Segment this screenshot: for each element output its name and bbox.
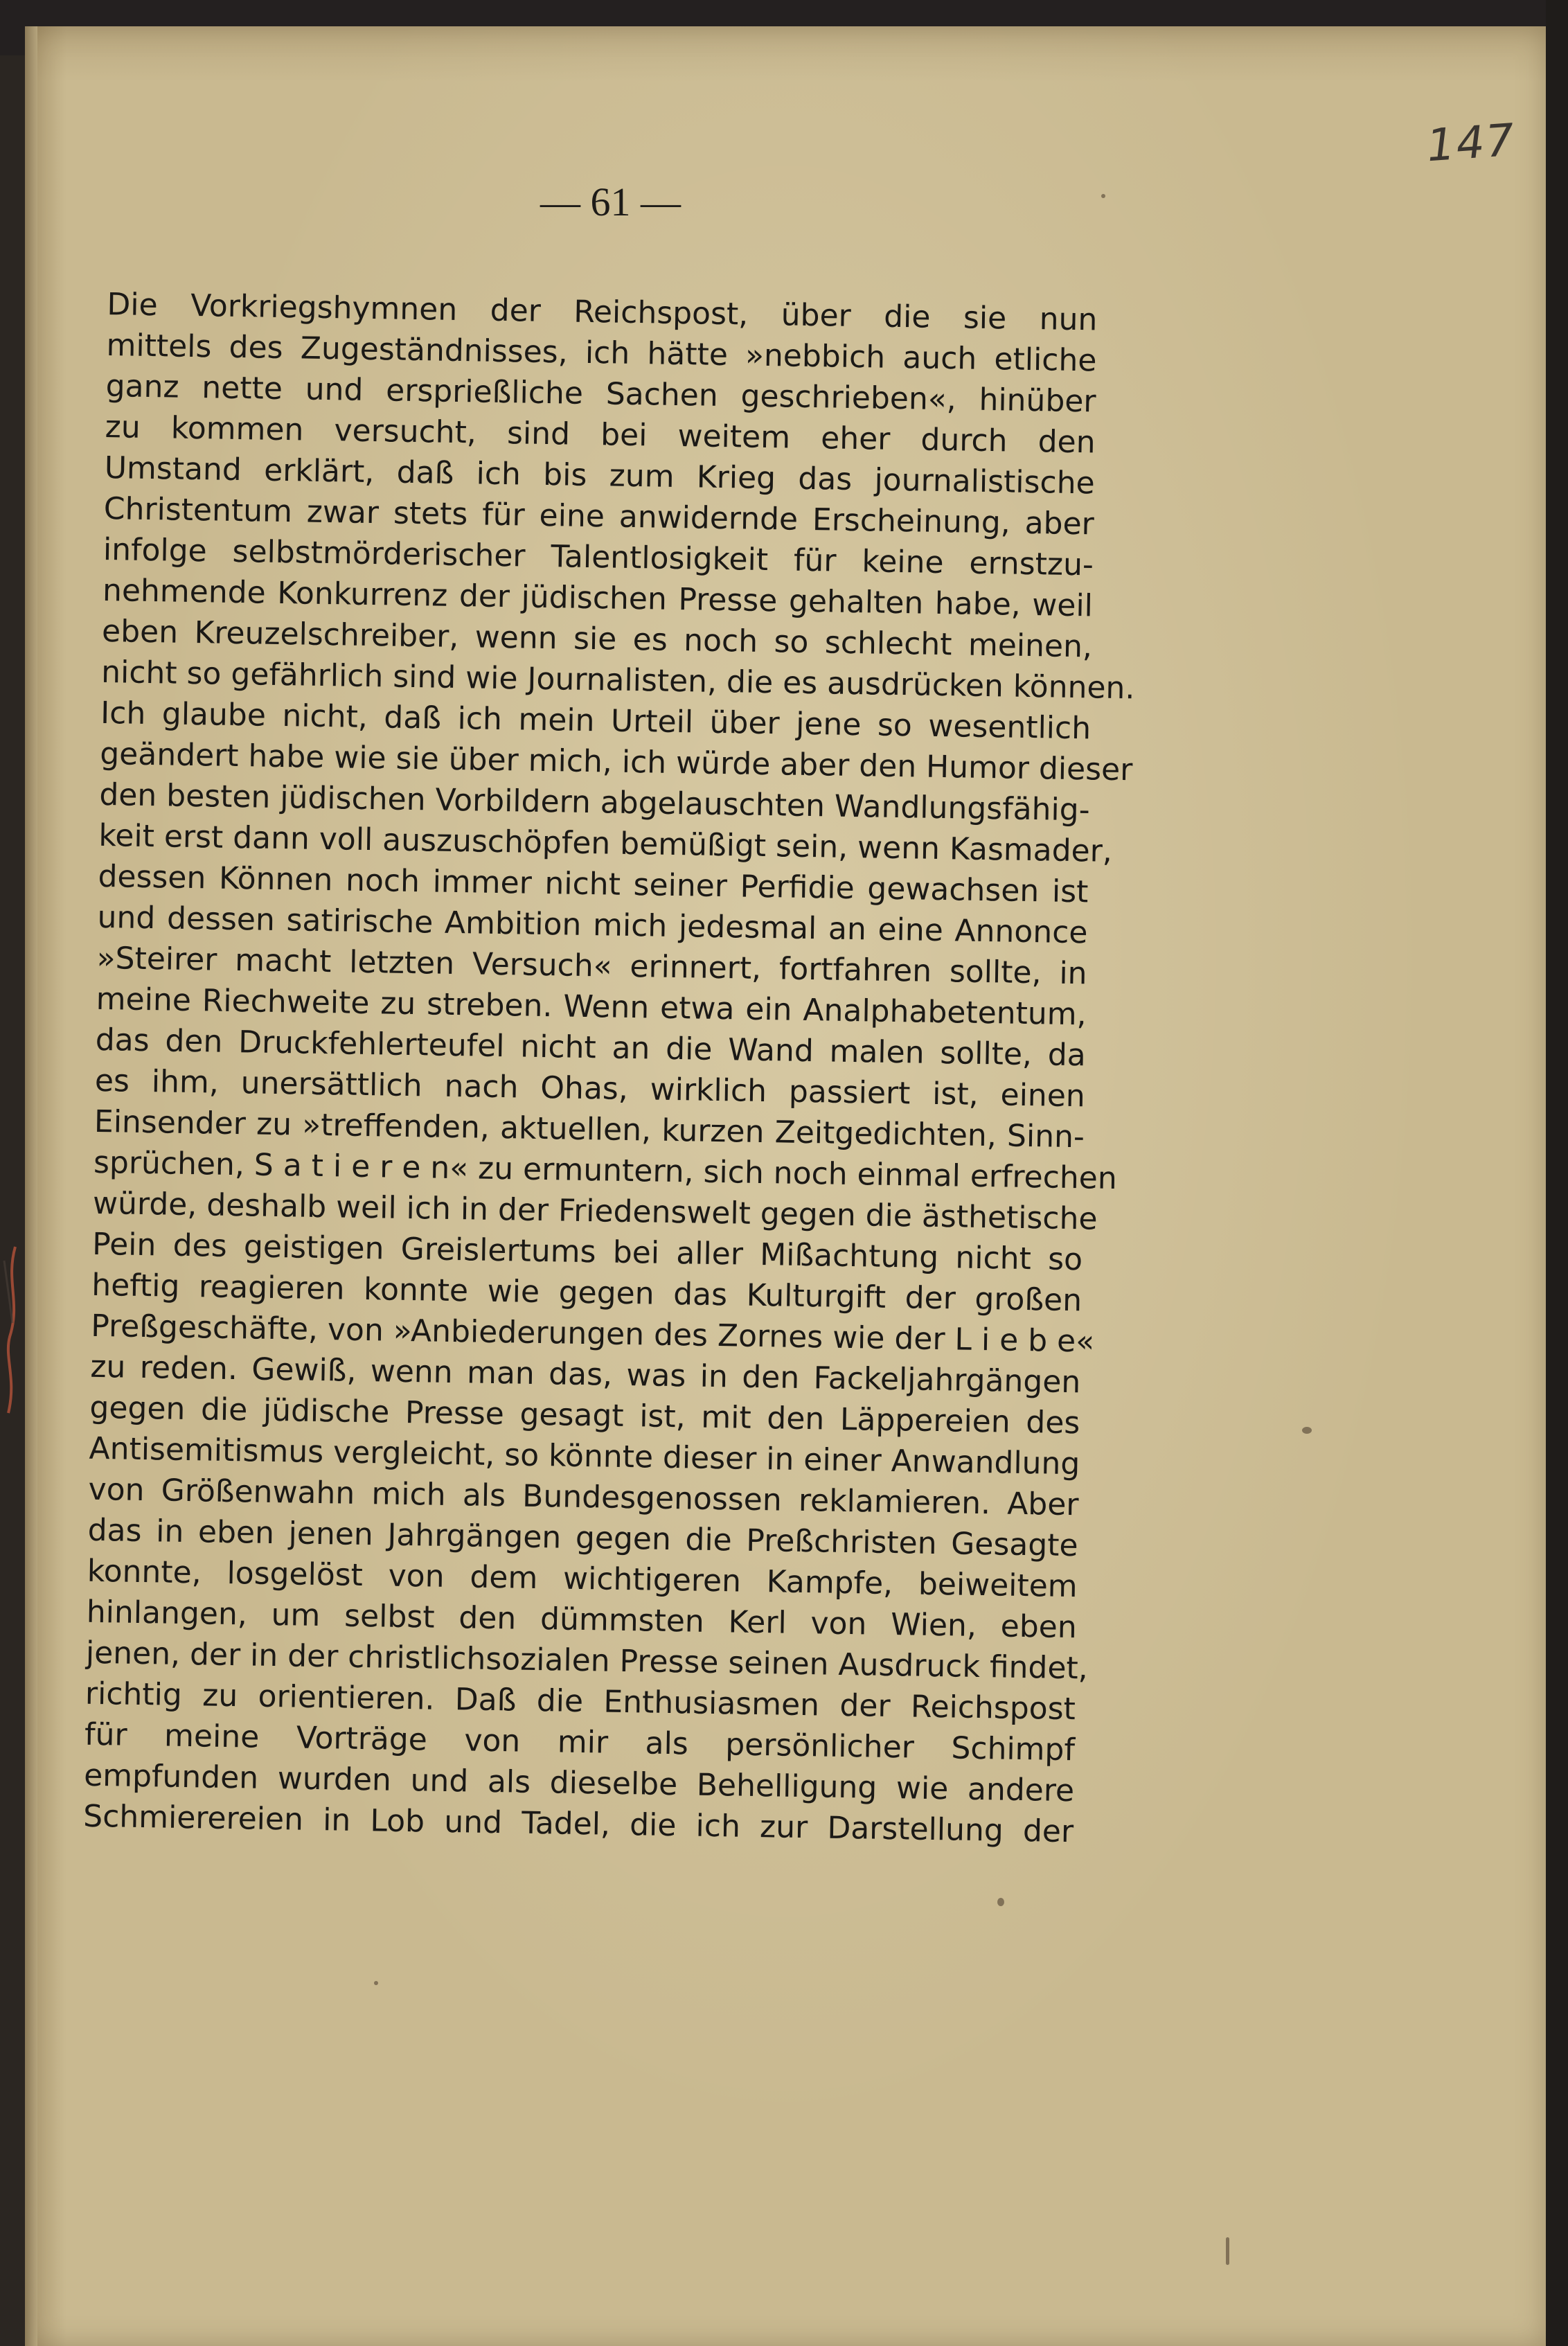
text-line: zu reden. Gewiß, wenn man das, was in den Fackeljahrgängen [90, 1349, 1081, 1401]
text-line: empfunden wurden und als dieselbe Behelligung wie andere [83, 1757, 1075, 1809]
text-line: für meine Vorträge von mir als persönlicher Schimpf [84, 1716, 1076, 1768]
text-line: keit erst dann voll auszuschöpfen bemüßigt sein, wenn Kasmader, [98, 817, 1113, 869]
text-line: heftig reagieren konnte wie gegen das Kulturgift der großen [91, 1267, 1083, 1319]
text-line: Preßgeschäfte, von »Anbiederungen des Zornes wie der L i e b e« [90, 1308, 1095, 1360]
text-line: sprüchen, S a t i e r e n« zu ermuntern, sich noch einmal erfrechen [93, 1144, 1118, 1197]
text-line: hinlangen, um selbst den dümmsten Kerl von Wien, eben [86, 1594, 1078, 1646]
paper-speck [1226, 2237, 1229, 2265]
text-line: das in eben jenen Jahrgängen gegen die Preßchristen Gesagte [87, 1512, 1078, 1564]
paper-speck [997, 1898, 1004, 1906]
text-line: Schmierereien in Lob und Tadel, die ich zur Darstellung der [82, 1798, 1074, 1850]
scan-background-right [1546, 0, 1568, 2346]
text-line: meine Riechweite zu streben. Wenn etwa ein Analphabetentum, [96, 981, 1087, 1033]
text-line: jenen, der in der christlichsozialen Presse seinen Ausdruck findet, [85, 1635, 1089, 1687]
page-binding-edge [25, 26, 37, 2346]
paper-speck [1302, 1427, 1312, 1434]
paper-speck [374, 1981, 378, 1985]
text-line: den besten jüdischen Vorbildern abgelauschten Wandlungsfähig- [99, 776, 1090, 828]
page-number: — 61 — [540, 179, 681, 224]
text-line: Pein des geistigen Greislertums bei aller Mißachtung nicht so [91, 1226, 1083, 1278]
text-line: geändert habe wie sie über mich, ich würde aber den Humor dieser [99, 736, 1133, 788]
text-line: Ich glaube nicht, daß ich mein Urteil über jene so wesentlich [100, 695, 1092, 747]
margin-pencil-mark [0, 1240, 28, 1420]
text-line: mittels des Zugeständnisses, ich hätte »nebbich auch etliche [106, 327, 1097, 379]
text-line: und dessen satirische Ambition mich jedesmal an eine Annonce [97, 899, 1088, 951]
text-line: Einsender zu »treffenden, aktuellen, kurzen Zeitgedichten, Sinn- [93, 1103, 1085, 1155]
text-line: gegen die jüdische Presse gesagt ist, mit den Läppereien des [89, 1389, 1080, 1441]
text-line: von Größenwahn mich als Bundesgenossen reklamieren. Aber [88, 1471, 1079, 1523]
text-line: »Steirer macht letzten Versuch« erinnert, fortfahren sollte, in [96, 940, 1087, 992]
handwritten-folio-number: 147 [1425, 114, 1517, 172]
text-line: konnte, losgelöst von dem wichtigeren Kampfe, beiweitem [87, 1553, 1078, 1605]
text-line: zu kommen versucht, sind bei weitem eher durch den [105, 409, 1096, 461]
text-line: nehmende Konkurrenz der jüdischen Presse gehalten habe, weil [102, 572, 1094, 624]
text-line: nicht so gefährlich sind wie Journalisten, die es ausdrücken können. [100, 654, 1135, 707]
text-line: richtig zu orientieren. Daß die Enthusiasmen der Reichspost [84, 1676, 1076, 1727]
paper-speck [1101, 194, 1105, 198]
text-line: Christentum zwar stets für eine anwidernde Erscheinung, aber [103, 490, 1095, 542]
text-line: Die Vorkriegshymnen der Reichspost, über die sie nun [107, 286, 1098, 338]
text-line: eben Kreuzelschreiber, wenn sie es noch so schlecht meinen, [101, 613, 1093, 665]
text-line: dessen Können noch immer nicht seiner Perfidie gewachsen ist [98, 858, 1089, 910]
text-line: Antisemitismus vergleicht, so könnte dieser in einer Anwandlung [89, 1430, 1080, 1482]
text-line: das den Druckfehlerteufel nicht an die Wand malen sollte, da [95, 1022, 1087, 1074]
text-line: würde, deshalb weil ich in der Friedenswelt gegen die ästhetische [92, 1185, 1098, 1237]
text-line: ganz nette und ersprießliche Sachen geschrieben«, hinüber [105, 368, 1096, 420]
text-line: Umstand erklärt, daß ich bis zum Krieg das journalistische [104, 450, 1096, 501]
text-line: infolge selbstmörderischer Talentlosigkeit für keine ernstzu- [103, 531, 1094, 583]
body-text [82, 284, 1135, 1852]
text-line: es ihm, unersättlich nach Ohas, wirklich passiert ist, einen [94, 1063, 1086, 1114]
